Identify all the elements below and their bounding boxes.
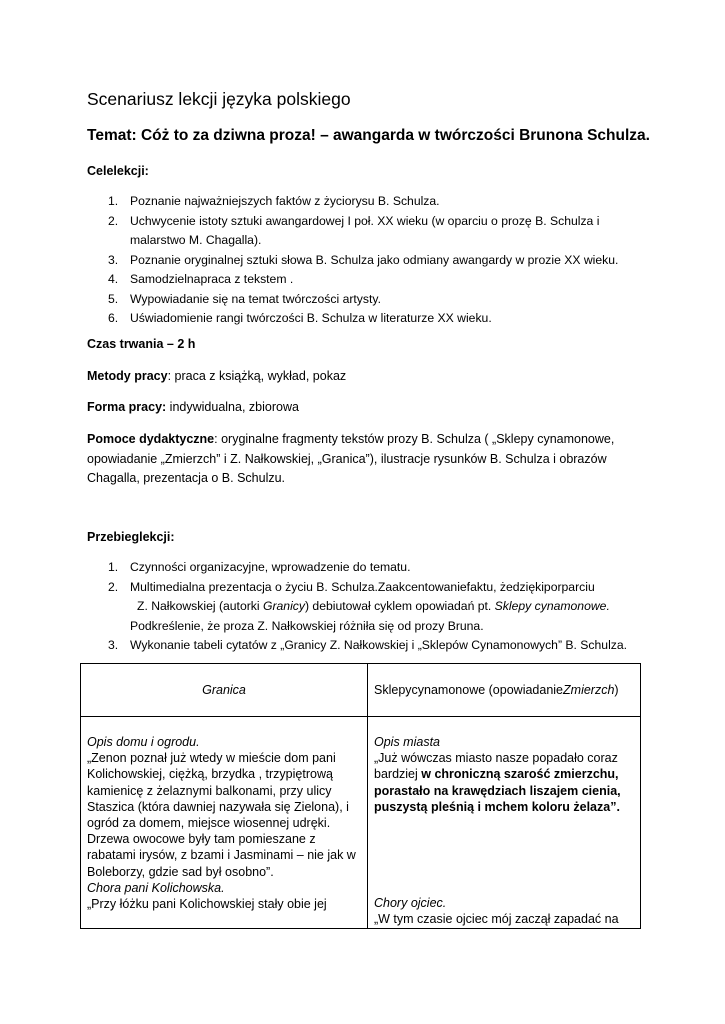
table-cell-granica: Opis domu i ogrodu. „Zenon poznał już wtedy w mieście dom pani Kolichowskiej, ciężką, brzydka , trzypiętrową kamienicę z żelaznymi balkonami, przy ulicy Staszica (która dawniej nazywała się Zielona), i ogród za domem, miejsce wiosennej udręki. Drzewa owocowe były tam pomieszane z rabatami irysów, z bzami i Jasminami – nie jak w Boleborzy, gdzie sad był osobno”. Chora pani Kolichowska. „Przy łóżku pani Kolichowskiej stały obie jej — [81, 717, 368, 929]
quotes-table — [80, 663, 641, 929]
lesson-subject: Temat: Cóż to za dziwna proza! – awangarda w twórczości Brunona Schulza. — [87, 127, 650, 144]
list-item: 3. Poznanie oryginalnej sztuki słowa B. Schulza jako odmiany awangardy w prozie XX wieku. — [108, 252, 619, 267]
progress-heading: Przebieglekcji: — [87, 530, 175, 544]
table-row — [81, 717, 641, 929]
list-item: 6. Uświadomienie rangi twórczości B. Schulza w literaturze XX wieku. — [108, 311, 492, 325]
table-cell-sklepy: Opis miasta „Już wówczas miasto nasze popadało coraz bardziej w chroniczną szarość zmierzchu, porastało na krawędziach liszajem cienia, puszystą pleśnią i mchem koloru żelaza”. Chory ojciec. „W tym czasie ojciec mój zaczął zapadać na — [368, 717, 641, 929]
goals-list — [0, 192, 618, 329]
list-item: 5. Wypowiadanie się na temat twórczości artysty. — [108, 291, 381, 306]
list-item: 1. Czynności organizacyjne, wprowadzenie do tematu. — [108, 560, 411, 574]
list-item: 1. Poznanie najważniejszych faktów z życiorysu B. Schulza. — [108, 194, 440, 208]
list-item: 3. Wykonanie tabeli cytatów z „Granicy Z. Nałkowskiej i „Sklepów Cynamonowych” B. Schulza. — [108, 638, 628, 652]
table-header-granica: Granica — [81, 664, 368, 717]
teaching-aids: Pomoce dydaktyczne: oryginalne fragmenty tekstów prozy B. Schulza ( „Sklepy cynamonowe, opowiadanie „Zmierzch” i Z. Nałkowskiej, „Granica”), ilustracje rysunków B. Schulza i obrazów Chagalla, prezentacja o B. Schulzu. — [87, 432, 615, 485]
form-line: Forma pracy: indywidualna, zbiorowa — [87, 400, 299, 414]
goals-heading: Celelekcji: — [87, 164, 149, 178]
list-item: 2. Multimedialna prezentacja o życiu B. Schulza.Zaakcentowaniefaktu, żedziękiporparciu Z. Nałkowskiej (autorki Granicy) debiutował cyklem opowiadań pt. Sklepy cynamonowe. Podkreślenie, że proza Z. Nałkowskiej różniła się od prozy Bruna. — [108, 579, 610, 633]
duration: Czas trwania – 2 h — [87, 337, 196, 351]
table-header-row — [81, 664, 641, 717]
table-header-sklepy: Sklepycynamonowe (opowiadanieZmierzch) — [368, 664, 641, 717]
methods-line: Metody pracy: praca z książką, wykład, pokaz — [87, 369, 347, 383]
list-item: 4. Samodzielnapraca z tekstem . — [108, 272, 294, 286]
progress-list — [0, 558, 627, 656]
document-title: Scenariusz lekcji języka polskiego — [87, 89, 351, 109]
list-item: 2. Uchwycenie istoty sztuki awangardowej I poł. XX wieku (w oparciu o prozę B. Schulza i malarstwo M. Chagalla). — [108, 213, 600, 247]
